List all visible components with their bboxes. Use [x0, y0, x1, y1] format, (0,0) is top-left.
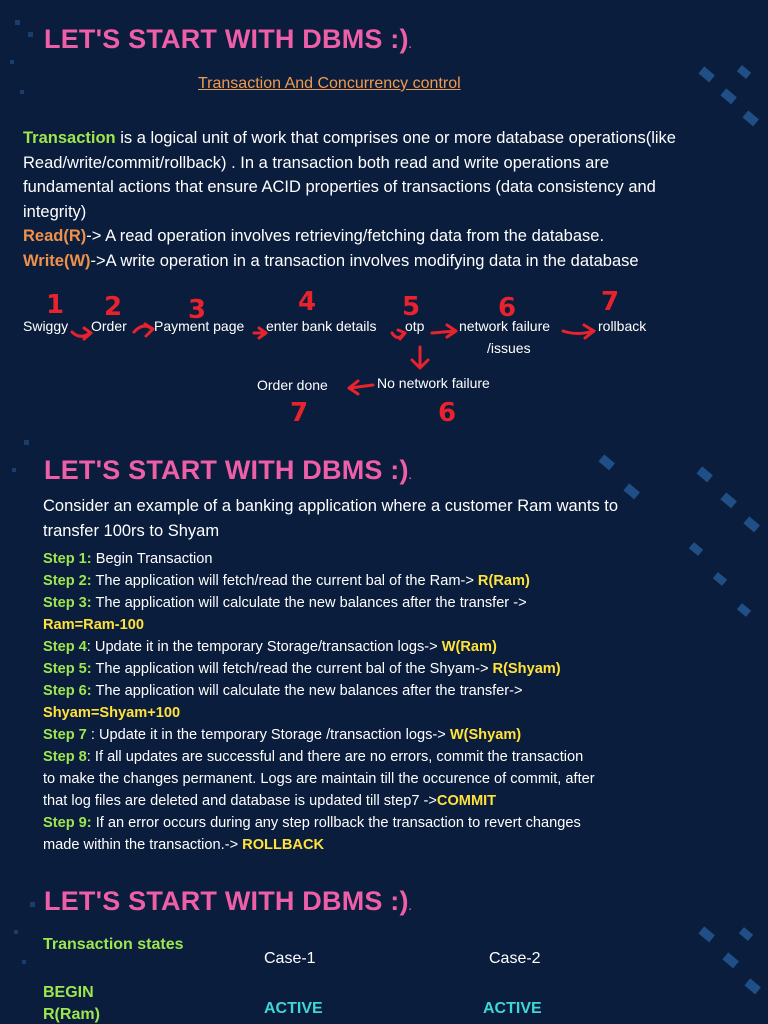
write-term: Write(W) [23, 251, 91, 270]
step-label: Step 1: [43, 551, 92, 567]
flow-node: Order [91, 318, 127, 334]
case-1-active: ACTIVE [264, 1000, 323, 1017]
heading-dot: . [408, 471, 412, 482]
step-line [43, 812, 595, 834]
step-text: If an error occurs during any step rollback the transaction to revert changes [91, 815, 581, 831]
steps-list [43, 548, 595, 856]
step-label: Step 7 [43, 727, 87, 743]
annotation-number: 7 [601, 287, 620, 317]
step-text: The application will fetch/read the current bal of the Shyam-> [91, 661, 493, 677]
flow-node: enter bank details [266, 318, 377, 334]
step-line [43, 768, 595, 790]
intro-line: integrity) [23, 202, 87, 221]
step-highlight: W(Ram) [441, 639, 497, 655]
bank-intro [43, 494, 618, 543]
intro-paragraph [23, 126, 676, 273]
page-subtitle: Transaction And Concurrency control [198, 75, 461, 92]
step-line [43, 834, 595, 856]
case-1-header: Case-1 [264, 950, 316, 967]
step-line [43, 548, 595, 570]
step-line [43, 614, 595, 636]
bank-intro-line: transfer 100rs to Shyam [43, 521, 220, 540]
annotation-number: 7 [290, 398, 309, 428]
annotation-number: 6 [498, 293, 517, 323]
intro-line: Read/write/commit/rollback) . In a transaction both read and write operations are [23, 153, 610, 172]
flow-node: Order done [257, 377, 328, 393]
annotation-number: 6 [438, 398, 457, 428]
step-label: Step 2: [43, 573, 92, 589]
heading-dot: . [408, 902, 412, 913]
step-highlight: W(Shyam) [449, 727, 522, 743]
flow-node: rollback [598, 318, 647, 334]
step-text: that log files are deleted and database is updated till step7 -> [43, 793, 437, 809]
step-text: The application will fetch/read the current bal of the Ram-> [91, 573, 478, 589]
step-line [43, 680, 595, 702]
heading-text: LET'S START WITH DBMS :) [44, 455, 409, 485]
flow-node: Payment page [154, 318, 245, 334]
step-label: Step 4 [43, 639, 87, 655]
annotation-number: 3 [188, 295, 207, 325]
section-heading [44, 455, 412, 486]
intro-text: is a logical unit of work that comprises one or more database operations(like [115, 129, 676, 147]
case-2-header: Case-2 [489, 950, 541, 967]
step-line [43, 724, 595, 746]
step-line [43, 746, 595, 768]
case-2-active: ACTIVE [483, 1000, 542, 1017]
step-label: Step 3: [43, 595, 92, 611]
step-text: : If all updates are successful and there are no errors, commit the transaction [86, 749, 584, 765]
intro-line: fundamental actions that ensure ACID properties of transactions (data consistency and [23, 178, 656, 196]
heading-text: LET'S START WITH DBMS :) [44, 24, 409, 54]
step-label: Step 6: [43, 683, 92, 699]
bank-intro-line: Consider an example of a banking application where a customer Ram wants to [43, 497, 619, 515]
flow-node: Swiggy [23, 318, 69, 334]
heading-dot: . [408, 40, 412, 51]
step-text: The application will calculate the new balances after the transfer-> [91, 683, 523, 699]
read-definition [23, 224, 676, 249]
annotation-number: 2 [104, 292, 123, 322]
flow-node: network failure [459, 318, 551, 334]
heading-text: LET'S START WITH DBMS :) [44, 886, 409, 916]
write-definition [23, 249, 676, 274]
intro-line [23, 126, 676, 151]
step-label: Step 5: [43, 661, 92, 677]
flow-node: No network failure [377, 375, 490, 391]
flow-node: otp [405, 318, 425, 334]
annotation-number: 4 [298, 287, 317, 317]
read-text: -> A read operation involves retrieving/fetching data from the database. [86, 227, 605, 245]
step-text: to make the changes permanent. Logs are maintain till the occurence of commit, after [43, 771, 595, 787]
step-highlight: ROLLBACK [242, 837, 325, 853]
step-text: made within the transaction.-> [43, 837, 243, 853]
step-line [43, 570, 595, 592]
states-title: Transaction states [43, 936, 184, 953]
step-line [43, 702, 595, 724]
state-read-ram: R(Ram) [43, 1006, 100, 1023]
read-term: Read(R) [23, 227, 87, 245]
step-highlight: Ram=Ram-100 [43, 617, 144, 633]
step-highlight: COMMIT [436, 793, 497, 809]
step-text: : Update it in the temporary Storage/transaction logs-> [86, 639, 442, 655]
step-line [43, 636, 595, 658]
state-begin: BEGIN [43, 984, 94, 1001]
flow-node: /issues [487, 340, 531, 356]
step-highlight: R(Ram) [477, 573, 530, 589]
annotation-number: 5 [402, 292, 421, 322]
section-heading [44, 886, 412, 917]
step-label: Step 9: [43, 815, 92, 831]
step-text: : Update it in the temporary Storage /transaction logs-> [86, 727, 450, 743]
step-text: Begin Transaction [91, 551, 213, 567]
annotation-number: 1 [46, 290, 65, 320]
step-label: Step 8 [43, 749, 87, 765]
transaction-term: Transaction [23, 129, 116, 147]
step-line [43, 658, 595, 680]
step-text: The application will calculate the new balances after the transfer -> [91, 595, 527, 611]
step-highlight: R(Shyam) [492, 661, 561, 677]
step-line [43, 790, 595, 812]
step-highlight: Shyam=Shyam+100 [43, 705, 181, 721]
section-heading [44, 24, 412, 55]
step-line [43, 592, 595, 614]
write-text: ->A write operation in a transaction involves modifying data in the database [90, 251, 639, 270]
